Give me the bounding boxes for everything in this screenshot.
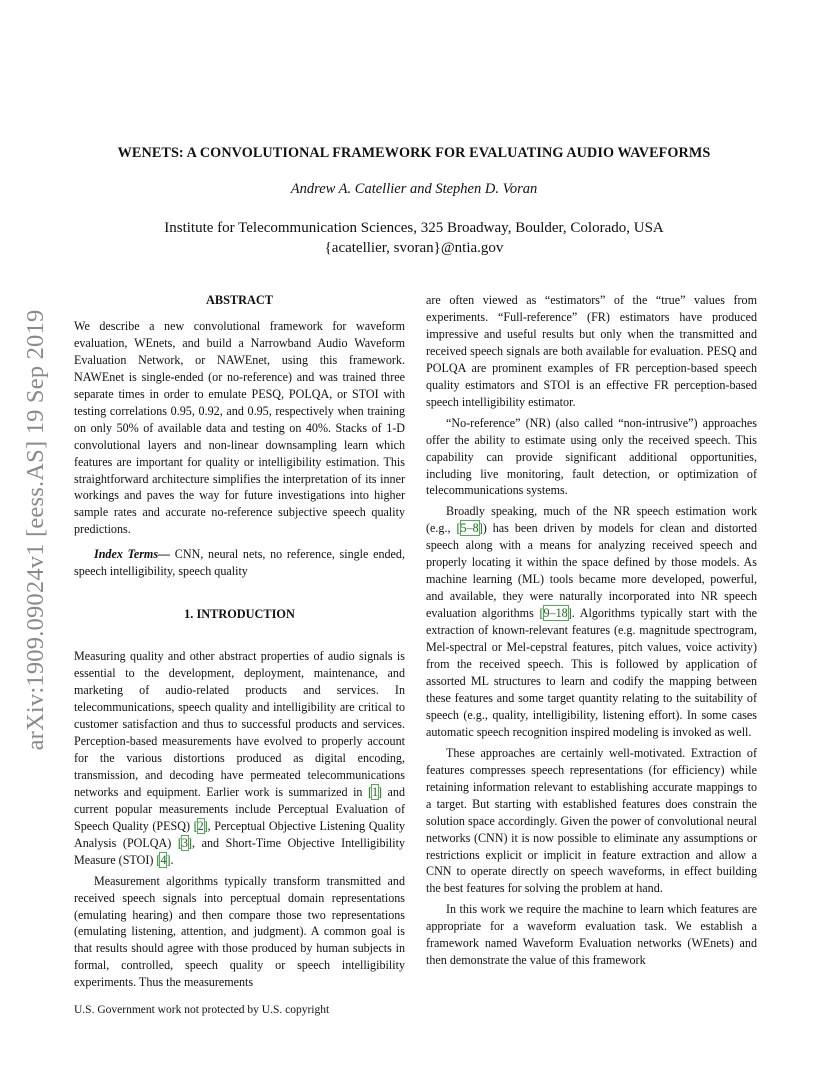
intro-paragraph-5: These approaches are certainly well-motivated. Extraction of features compresses speech representations (for efficiency) while retaining information relevant to establishing accurate mappings to a target. But starting with established features does constrain the solution space accordingly. Given the power of convolutional neural networks (CNN) it is now possible to eliminate any assumptions or restrictions explicit or implicit in feature extraction and allow a CNN to operate directly on speech waveforms, in effect building the best features for solving the problem at hand. (426, 745, 757, 896)
citation-link[interactable]: [4] (156, 852, 171, 867)
affiliation (0, 218, 828, 258)
citation-number[interactable]: 9–18 (543, 606, 568, 621)
citation-link[interactable]: [3] (177, 835, 192, 850)
abstract-text: We describe a new convolutional framework for waveform evaluation, WEnets, and build a Narrowband Audio Waveform Evaluation Network, or NAWEnet, using this framework. NAWEnet is single-ended (or no-reference) and was trained three separate times in order to emulate PESQ, POLQA, or STOI with testing correlations 0.95, 0.92, and 0.95, respectively when training on only 50% of available data and testing on 40%. Stacks of 1-D convolutional layers and non-linear downsampling learn which features are important for quality or intelligibility estimation. This straightforward architecture simplifies the interpretation of its inner workings and paves the way for future investigations into higher sample rates and accurate no-reference subjective speech quality predictions. (74, 318, 405, 537)
intro-p1-text-d: , and Short-Time Objective Intelligibility Measure (STOI) (74, 835, 405, 867)
citation-link[interactable]: [9–18] (539, 606, 572, 621)
citation-number[interactable]: 3 (181, 835, 188, 850)
copyright-footer: U.S. Government work not protected by U.S. copyright (74, 1004, 330, 1016)
citation-number[interactable]: 1 (371, 784, 379, 799)
intro-p4-text-c: . Algorithms typically start with the extraction of known-relevant features (e.g. magnitude spectrogram, Mel-spectral or Mel-cepstral features, pitch values, voice activity) from the received speech. This is followed by application of assorted ML structures to learn and codify the mapping between these features and some target quantity relating to the suitability of speech (e.g., quality, intelligibility, listening effort). In some cases automatic speech recognition inspired modeling is invoked as well. (426, 606, 757, 739)
index-terms-text: CNN, neural nets, no reference, single ended, speech intelligibility, speech quality (74, 547, 405, 579)
paper-title: WENETS: A CONVOLUTIONAL FRAMEWORK FOR EVALUATING AUDIO WAVEFORMS (117, 145, 711, 161)
citation-link[interactable]: [2] (193, 818, 208, 833)
intro-p4-text-a: Broadly speaking, much of the NR speech estimation work (e.g., (426, 504, 757, 536)
intro-paragraph-1 (74, 648, 405, 868)
intro-paragraph-4 (426, 503, 757, 740)
citation-number[interactable]: 5–8 (460, 521, 479, 536)
left-column (74, 292, 405, 991)
citation-number[interactable]: 4 (160, 852, 167, 867)
arxiv-stamp[interactable]: arXiv:1909.09024v1 [eess.AS] 19 Sep 2019 (22, 309, 49, 751)
intro-p1-text-c: , Perceptual Objective Listening Quality Analysis (POLQA) (74, 818, 406, 850)
intro-p4-text-b: ) has been driven by models for clean and distorted speech along with a means for analyzing received speech and properly locating it within the space defined by those models. As machine learning (ML) tools became more developed, powerful, and available, they were naturally incorporated into NR speech evaluation algorithms (426, 521, 757, 621)
intro-heading: 1. INTRODUCTION (184, 607, 295, 622)
intro-p1-text-a: Measuring quality and other abstract properties of audio signals is essential to the development, deployment, maintenance, and marketing of audio-related products and services. In telecommunications, speech quality and intelligibility are critical to customer satisfaction and thus to successful products and services. Perception-based measurements have evolved to properly account for the various distortions produced as digital encoding, transmission, and decoding have permeated telecommunications networks and equipment. Earlier work is summarized in (74, 649, 405, 799)
intro-paragraph-3: “No-reference” (NR) (also called “non-intrusive”) approaches offer the ability to estimate using only the received speech. This capability can provide significant additional opportunities, including live monitoring, fault detection, or optimization of telecommunications systems. (426, 415, 757, 498)
right-column (426, 292, 757, 969)
intro-paragraph-2: Measurement algorithms typically transform transmitted and received speech signals into perceptual domain representations (emulating hearing) and then compare those two representations (emulating listening, attention, and judgment). A common goal is that results should agree with those produced by human subjects in formal, controlled, speech quality or speech intelligibility experiments. Thus the measurements (74, 873, 405, 990)
affiliation-line: Institute for Telecommunication Sciences, 325 Broadway, Boulder, Colorado, USA (164, 220, 664, 236)
citation-number[interactable]: 2 (197, 818, 204, 833)
abstract-heading: ABSTRACT (206, 293, 273, 307)
intro-p1-text-b: and current popular measurements include Perceptual Evaluation of Speech Quality (PESQ) (74, 784, 405, 833)
intro-paragraph-6: In this work we require the machine to learn which features are appropriate for a waveform evaluation task. We establish a framework named Waveform Evaluation networks (WEnets) and then demonstrate the value of this framework (426, 902, 757, 968)
authors: Andrew A. Catellier and Stephen D. Voran (290, 181, 538, 197)
citation-link[interactable]: [5–8] (456, 521, 483, 536)
index-terms (74, 546, 405, 580)
index-terms-label: Index Terms— (94, 547, 171, 562)
intro-paragraph-2-continued: are often viewed as “estimators” of the “true” values from experiments. “Full-reference” (FR) estimators have produced impressive and useful results but only when the transmitted and received speech signals are both available for evaluation. PESQ and POLQA are prominent examples of FR perception-based speech quality estimators and STOI is an effective FR perception-based speech intelligibility estimator. (426, 293, 757, 409)
intro-p1-text-e: . (170, 852, 174, 867)
citation-link[interactable]: [1] (367, 784, 383, 799)
affiliation-emails: {acatellier, svoran}@ntia.gov (324, 240, 504, 256)
